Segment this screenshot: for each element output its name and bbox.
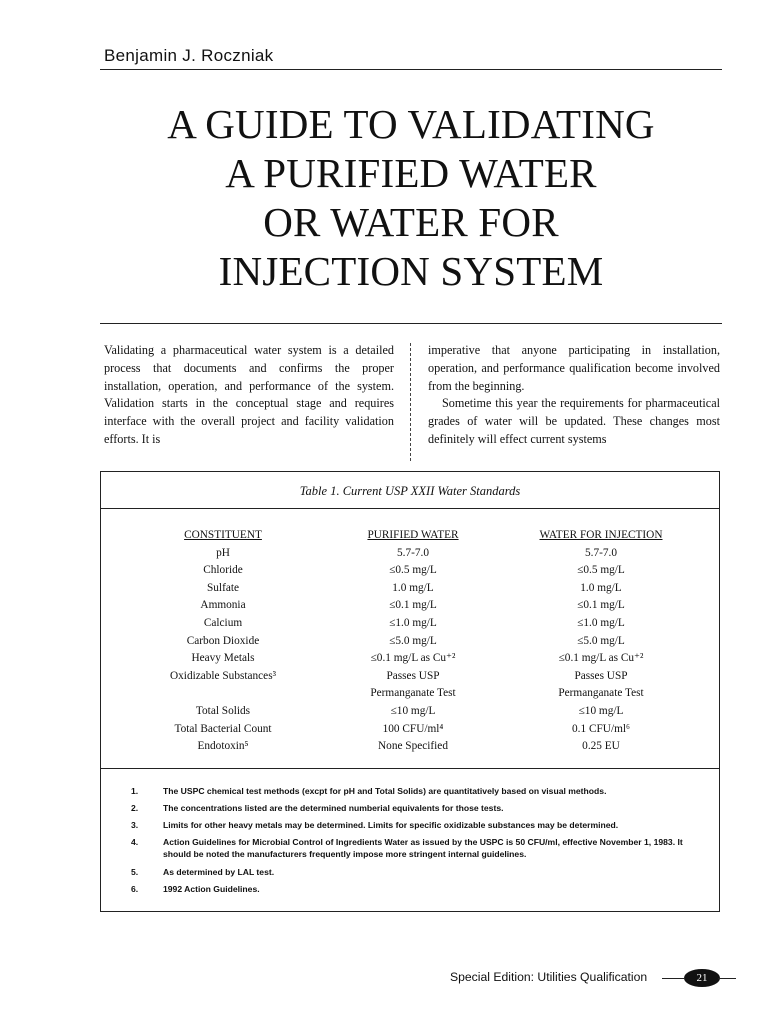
table-cell-water-for-injection: ≤0.5 mg/L xyxy=(577,564,625,577)
footnote-text: The concentrations listed are the determined numberial equivalents for those tests. xyxy=(163,803,504,814)
table-cell-purified-water: ≤0.1 mg/L xyxy=(389,599,437,612)
middle-rule xyxy=(100,323,722,324)
table-cell-water-for-injection: ≤5.0 mg/L xyxy=(577,634,625,647)
footer-text: Special Edition: Utilities Qualification xyxy=(450,970,648,984)
footnote-text: As determined by LAL test. xyxy=(163,866,275,877)
title-line: INJECTION SYSTEM xyxy=(218,248,604,294)
table-cell-constituent: Heavy Metals xyxy=(191,652,255,665)
table-cell-water-for-injection: ≤0.1 mg/L as Cu⁺² xyxy=(558,652,644,665)
table-cell-purified-water: None Specified xyxy=(378,740,448,753)
header-constituent: CONSTITUENT xyxy=(184,529,262,541)
column-divider xyxy=(410,343,411,461)
body-column-right xyxy=(428,342,720,449)
table-cell-constituent: Sulfate xyxy=(207,581,239,594)
footnote-number: 6. xyxy=(131,883,139,894)
footnote-text: 1992 Action Guidelines. xyxy=(163,883,260,894)
table-cell-purified-water: ≤0.5 mg/L xyxy=(389,564,437,577)
table-cell-purified-water: Permanganate Test xyxy=(370,687,456,700)
article-title xyxy=(100,100,722,296)
table-cell-purified-water: 1.0 mg/L xyxy=(392,581,434,594)
author-name: Benjamin J. Roczniak xyxy=(104,46,274,65)
body-paragraph: Validating a pharmaceutical water system is a detailed process that documents and confirms the proper installation, operation, and performance of the system. Validation starts in the conceptual stage and requires interface with the overall project and facility validation efforts. It is xyxy=(104,343,394,446)
table-cell-purified-water: 5.7-7.0 xyxy=(396,546,429,559)
table-cell-constituent: Oxidizable Substances³ xyxy=(170,669,276,682)
footnote xyxy=(131,802,691,814)
top-rule xyxy=(100,69,722,70)
footnote-number: 1. xyxy=(131,786,139,796)
table-cell-purified-water: Passes USP xyxy=(386,669,440,682)
body-paragraph: imperative that anyone participating in installation, operation, and performance qualification become involved from the beginning. xyxy=(428,343,720,393)
title-line: A GUIDE TO VALIDATING xyxy=(167,101,655,147)
page-number: 21 xyxy=(684,969,720,987)
footnote-number: 3. xyxy=(131,820,139,831)
table-cell-water-for-injection: ≤10 mg/L xyxy=(578,705,624,717)
table-cell-water-for-injection: Permanganate Test xyxy=(558,687,644,700)
footnote xyxy=(131,866,691,878)
table-cell-purified-water: ≤10 mg/L xyxy=(390,705,436,717)
table-cell-water-for-injection: 0.1 CFU/ml⁶ xyxy=(572,722,630,735)
table-cell-constituent: Total Solids xyxy=(195,705,251,717)
table-cell-water-for-injection: 0.25 EU xyxy=(582,740,620,753)
body-column-left xyxy=(104,342,394,449)
footnote-number: 2. xyxy=(131,803,139,814)
table-cell-constituent: Calcium xyxy=(203,617,243,629)
body-paragraph: Sometime this year the requirements for pharmaceutical grades of water will be updated. These changes most definitely will effect current systems xyxy=(428,396,720,446)
table-cell-constituent: Endotoxin⁵ xyxy=(197,740,249,753)
table-cell-constituent: Chloride xyxy=(203,564,243,577)
table-cell-purified-water: ≤5.0 mg/L xyxy=(389,634,437,647)
table-cell-water-for-injection: 1.0 mg/L xyxy=(580,581,622,594)
footnote-text: The USPC chemical test methods (excpt for pH and Total Solids) are quantitatively based on visual methods. xyxy=(163,786,607,796)
table-cell-water-for-injection: ≤0.1 mg/L xyxy=(577,599,625,612)
table-caption-rule xyxy=(101,508,719,509)
footer-line xyxy=(662,978,684,979)
table-cell-purified-water: 100 CFU/ml⁴ xyxy=(382,722,444,735)
footnote xyxy=(131,785,691,797)
table-cell-constituent: Carbon Dioxide xyxy=(186,634,260,647)
table-cell-constituent: Total Bacterial Count xyxy=(174,722,272,735)
table-cell-constituent: pH xyxy=(216,546,230,559)
table-notes-rule xyxy=(101,768,719,769)
footnote-text: Limits for other heavy metals may be determined. Limits for specific oxidizable substances may be determined. xyxy=(163,820,619,831)
footnote xyxy=(131,819,691,831)
footnote xyxy=(131,836,691,860)
footer-line-right xyxy=(718,978,736,979)
table-cell-purified-water: ≤1.0 mg/L xyxy=(389,617,437,629)
footnote-number: 5. xyxy=(131,866,139,877)
footnote xyxy=(131,883,691,895)
header-water-for-injection: WATER FOR INJECTION xyxy=(539,529,663,541)
table-cell-water-for-injection: Passes USP xyxy=(574,669,628,682)
table-box xyxy=(100,471,720,912)
table-cell-water-for-injection: ≤1.0 mg/L xyxy=(577,617,625,629)
table-caption: Table 1. Current USP XXII Water Standards xyxy=(299,484,521,498)
table-cell-water-for-injection: 5.7-7.0 xyxy=(584,546,617,559)
title-line: A PURIFIED WATER xyxy=(225,150,597,196)
header-purified-water: PURIFIED WATER xyxy=(367,529,459,541)
footnote-number: 4. xyxy=(131,837,139,848)
table-cell-constituent: Ammonia xyxy=(200,599,246,612)
title-line: OR WATER FOR xyxy=(263,199,559,245)
footnote-text: Action Guidelines for Microbial Control of Ingredients Water as issued by the USPC is 50 CFU/ml, effective November 1, 1983. It should be noted the manufacturers frequently impose more stringent internal guidelines. xyxy=(163,837,683,860)
table-notes xyxy=(131,785,691,900)
table-cell-purified-water: ≤0.1 mg/L as Cu⁺² xyxy=(370,652,456,665)
